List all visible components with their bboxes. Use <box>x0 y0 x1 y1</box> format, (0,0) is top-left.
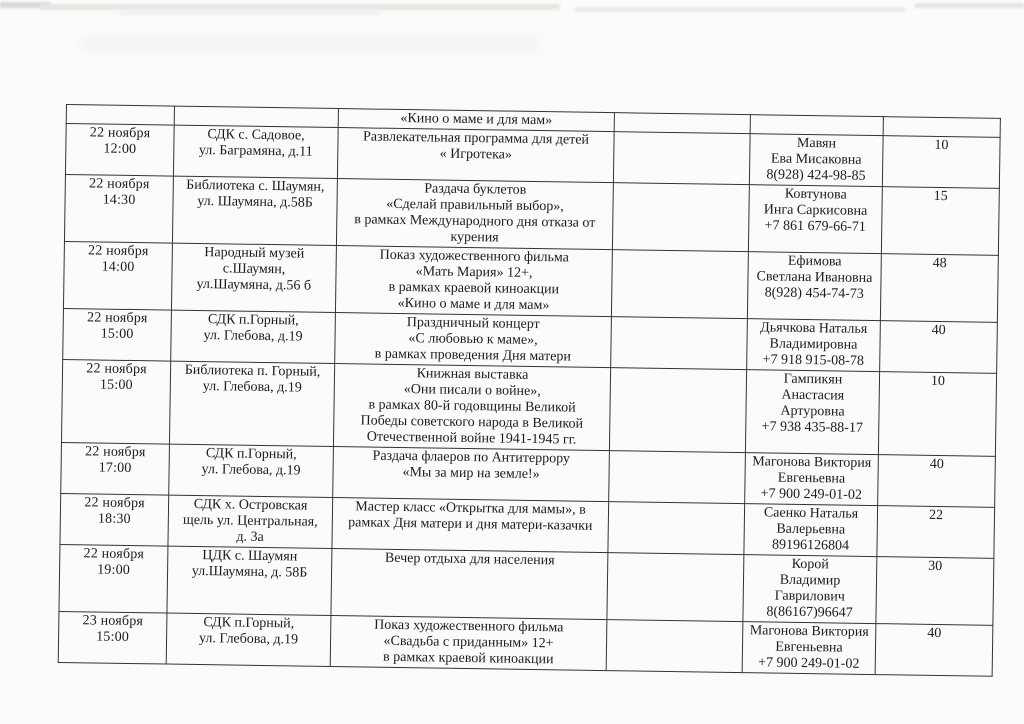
scan-artifact <box>0 2 50 8</box>
cell-spacer <box>609 368 746 453</box>
cell-datetime: 22 ноября 19:00 <box>59 544 168 613</box>
cell-spacer <box>611 250 748 319</box>
cell-event: Показ художественного фильма «Мать Мария» 12+, в рамках краевой киноакции «Кино о маме и для мам» <box>335 246 612 317</box>
cell-spacer <box>606 620 743 673</box>
events-schedule-body <box>58 105 1000 677</box>
cell-event: Вечер отдыха для населения <box>331 548 608 619</box>
cell-spacer <box>613 132 750 185</box>
cell-attendance: 48 <box>880 254 998 323</box>
table-row <box>61 359 996 456</box>
cell-contact: Мавян Ева Мисаковна 8(928) 424-98-85 <box>749 134 883 187</box>
cell-event: Развлекательная программа для детей « Игротека» <box>337 128 614 183</box>
scan-artifact <box>40 4 560 10</box>
cell-contact: Корой Владимир Гаврилович 8(86167)96647 <box>743 555 877 624</box>
events-schedule-table <box>58 104 1001 677</box>
cell-attendance: 10 <box>878 372 996 457</box>
cell-datetime: 22 ноября 15:00 <box>63 308 172 361</box>
cell-datetime: 22 ноября 12:00 <box>65 124 174 177</box>
cell-contact <box>750 115 883 136</box>
events-schedule-table-wrap <box>58 104 1000 677</box>
cell-event: Праздничный концерт «С любовью к маме», в рамках проведения Дня матери <box>335 313 612 368</box>
cell-attendance <box>883 117 1000 138</box>
cell-venue: Библиотека с. Шаумян, ул. Шаумяна, д.58Б <box>172 176 337 245</box>
cell-datetime: 22 ноября 14:30 <box>64 174 173 243</box>
cell-venue: Народный музей с.Шаумян, ул.Шаумяна, д.56 б <box>171 243 336 312</box>
cell-venue: СДК п.Горный, ул. Глебова, д.19 <box>169 444 334 497</box>
cell-datetime <box>66 105 174 126</box>
cell-attendance: 40 <box>878 455 996 508</box>
cell-contact: Ефимова Светлана Ивановна 8(928) 454-74-73 <box>747 252 881 321</box>
cell-contact: Ковтунова Инга Саркисовна +7 861 679-66-71 <box>748 185 882 254</box>
cell-venue: СДК п.Горный, ул. Глебова, д.19 <box>166 613 331 666</box>
cell-contact: Магонова Виктория Евгеньевна +7 900 249-01-02 <box>742 622 876 675</box>
cell-venue: СДК х. Островская щель ул. Центральная, д. 3а <box>168 495 333 548</box>
scan-artifact <box>80 34 540 54</box>
cell-event: «Кино о маме и для мам» <box>338 109 614 132</box>
cell-attendance: 30 <box>876 557 994 626</box>
cell-spacer <box>608 502 745 555</box>
cell-event: Показ художественного фильма «Свадьба с приданным» 12+ в рамках краевой киноакции <box>330 615 607 670</box>
cell-attendance: 22 <box>877 506 995 559</box>
scan-artifact <box>575 7 905 12</box>
cell-venue: СДК п.Горный, ул. Глебова, д.19 <box>171 310 336 363</box>
cell-spacer <box>614 113 750 134</box>
cell-datetime: 22 ноября 17:00 <box>61 442 170 495</box>
cell-venue: ЦДК с. Шаумян ул.Шаумяна, д. 58Б <box>167 546 332 615</box>
cell-contact: Саенко Наталья Валерьевна 89196126804 <box>744 504 878 557</box>
cell-attendance: 40 <box>875 624 993 677</box>
cell-attendance: 10 <box>882 136 1000 189</box>
cell-venue: Библиотека п. Горный, ул. Глебова, д.19 <box>169 361 334 446</box>
cell-datetime: 23 ноября 15:00 <box>58 611 167 664</box>
cell-venue: СДК с. Садовое, ул. Баграмяна, д.11 <box>173 125 338 178</box>
cell-event: Книжная выставка «Они писали о войне», в рамках 80-й годовщины Великой Победы советского народа в Великой Отечественной войне 1941-1945 гг. <box>333 364 610 451</box>
scan-artifact <box>120 11 380 15</box>
cell-datetime: 22 ноября 15:00 <box>61 359 170 444</box>
cell-contact: Магонова Виктория Евгеньевна +7 900 249-01-02 <box>745 453 879 506</box>
cell-contact: Дьячкова Наталья Владимировна +7 918 915-08-78 <box>747 319 881 372</box>
cell-spacer <box>609 451 746 504</box>
cell-contact: Гампикян Анастасия Артуровна +7 938 435-88-17 <box>745 370 879 455</box>
cell-event: Мастер класс «Открытка для мамы», в рамках Дня матери и дня матери-казачки <box>332 497 609 552</box>
cell-event: Раздача флаеров по Антитеррору «Мы за мир на земле!» <box>333 447 610 502</box>
scan-artifact <box>915 3 1024 8</box>
cell-venue <box>174 106 338 127</box>
cell-spacer <box>611 317 748 370</box>
cell-event: Раздача буклетов «Сделай правильный выбор», в рамках Международного дня отказа от курения <box>336 179 613 250</box>
cell-spacer <box>607 553 744 622</box>
cell-datetime: 22 ноября 18:30 <box>60 493 169 546</box>
cell-attendance: 40 <box>880 321 998 374</box>
cell-attendance: 15 <box>881 187 999 256</box>
cell-datetime: 22 ноября 14:00 <box>63 241 172 310</box>
cell-spacer <box>612 183 749 252</box>
